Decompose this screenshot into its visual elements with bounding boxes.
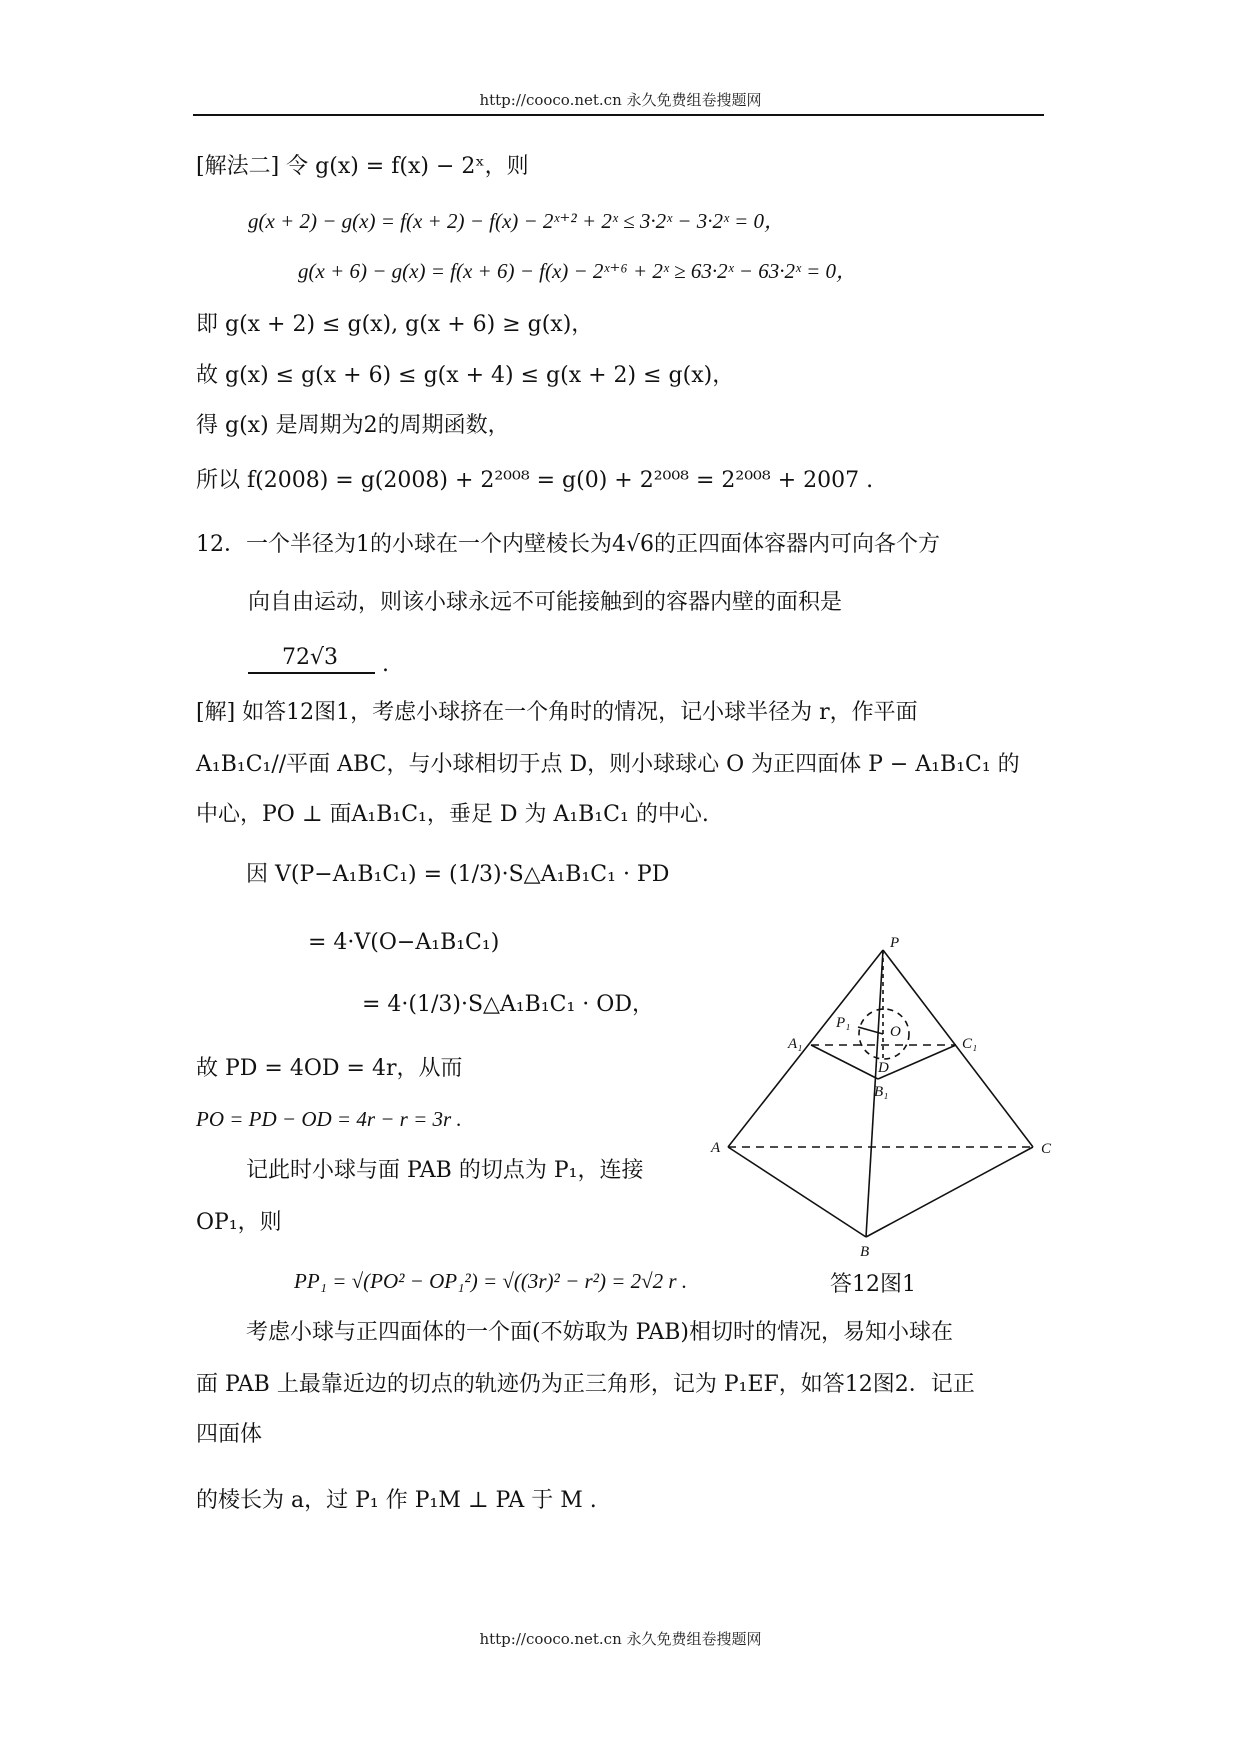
label-C: C [1041,1141,1052,1157]
label-B1: B₁ [874,1084,889,1100]
inscribed-ball [859,1009,909,1059]
edge-PC [883,950,1033,1147]
po-result: PO = PD − OD = 4r − r = 3r . [196,1107,462,1131]
solution-line-14: 四面体 [196,1422,263,1447]
edge-AB [728,1147,866,1237]
final-result: 所以 f(2008) = g(2008) + 2²⁰⁰⁸ = g(0) + 2²⁰⁰⁸ = 2²⁰⁰⁸ + 2007 . [196,468,874,493]
answer-period: . [382,652,389,677]
figure-caption: 答12图1 [830,1272,916,1297]
label-P1: P₁ [836,1015,851,1031]
conclusion-1: 即 g(x + 2) ≤ g(x), g(x + 6) ≥ g(x)， [196,312,594,337]
pd-result: 故 PD = 4OD = 4r，从而 [196,1056,463,1081]
solution-line-15: 的棱长为 a，过 P₁ 作 P₁M ⊥ PA 于 M . [196,1488,597,1513]
volume-eq-2: = 4·V(O−A₁B₁C₁) [308,930,500,955]
page-header: http://cooco.net.cn 永久免费组卷搜题网 [479,91,762,109]
edge-PA [728,950,883,1147]
header-rule [193,114,1044,116]
label-A1: A₁ [788,1036,803,1052]
tetrahedron-diagram [708,932,1078,1262]
label-A: A [711,1140,721,1156]
pp1-result: PP₁ = √(PO² − OP₁²) = √((3r)² − r²) = 2√2 r . [294,1269,688,1293]
page-footer: http://cooco.net.cn 永久免费组卷搜题网 [479,1630,762,1648]
tetrahedron-figure [708,932,1078,1262]
label-O: O [890,1024,901,1040]
conclusion-2: 故 g(x) ≤ g(x + 6) ≤ g(x + 4) ≤ g(x + 2) ≤ g(x)， [196,363,735,388]
answer-underline [248,672,375,674]
answer-value: 72√3 [282,645,339,670]
solution-line-2: A₁B₁C₁//平面 ABC，与小球相切于点 D，则小球球心 O 为正四面体 P − A₁B₁C₁ 的 [196,752,1020,777]
volume-eq-1: 因 V(P−A₁B₁C₁) = (1/3)·S△A₁B₁C₁ · PD [246,862,670,887]
tangent-point-text: 记此时小球与面 PAB 的切点为 P₁，连接 [246,1158,644,1183]
solution-line-1: [解] 如答12图1，考虑小球挤在一个角时的情况，记小球半径为 r，作平面 [196,700,918,725]
question-12-line-2: 向自由运动，则该小球永远不可能接触到的容器内壁的面积是 [248,590,843,615]
edge-CB [866,1147,1033,1237]
label-P: P [890,935,900,951]
edge-A1B1 [811,1045,878,1079]
solution-line-12: 考虑小球与正四面体的一个面(不妨取为 PAB)相切时的情况，易知小球在 [246,1320,953,1345]
conclusion-3: 得 g(x) 是周期为2的周期函数， [196,413,510,438]
segment-OP1 [858,1027,883,1034]
ineq-line-2: g(x + 6) − g(x) = f(x + 6) − f(x) − 2ˣ⁺⁶ + 2ˣ ≥ 63·2ˣ − 63·2ˣ = 0， [298,259,858,283]
label-D: D [878,1060,889,1076]
solution2-intro: [解法二] 令 g(x) = f(x) − 2ˣ，则 [196,154,529,179]
ineq-line-1: g(x + 2) − g(x) = f(x + 2) − f(x) − 2ˣ⁺² + 2ˣ ≤ 3·2ˣ − 3·2ˣ = 0， [248,209,786,233]
question-12-line-1: 12．一个半径为1的小球在一个内壁棱长为4√6的正四面体容器内可向各个方 [196,532,941,557]
label-C1: C₁ [962,1036,978,1052]
op1-text: OP₁，则 [196,1210,282,1235]
label-B: B [860,1244,870,1260]
edge-C1B1 [878,1045,956,1079]
solution-line-3: 中心，PO ⊥ 面A₁B₁C₁，垂足 D 为 A₁B₁C₁ 的中心. [196,802,709,827]
solution-line-13: 面 PAB 上最靠近边的切点的轨迹仍为正三角形，记为 P₁EF，如答12图2．记正 [196,1372,975,1397]
volume-eq-3: = 4·(1/3)·S△A₁B₁C₁ · OD， [362,992,654,1017]
